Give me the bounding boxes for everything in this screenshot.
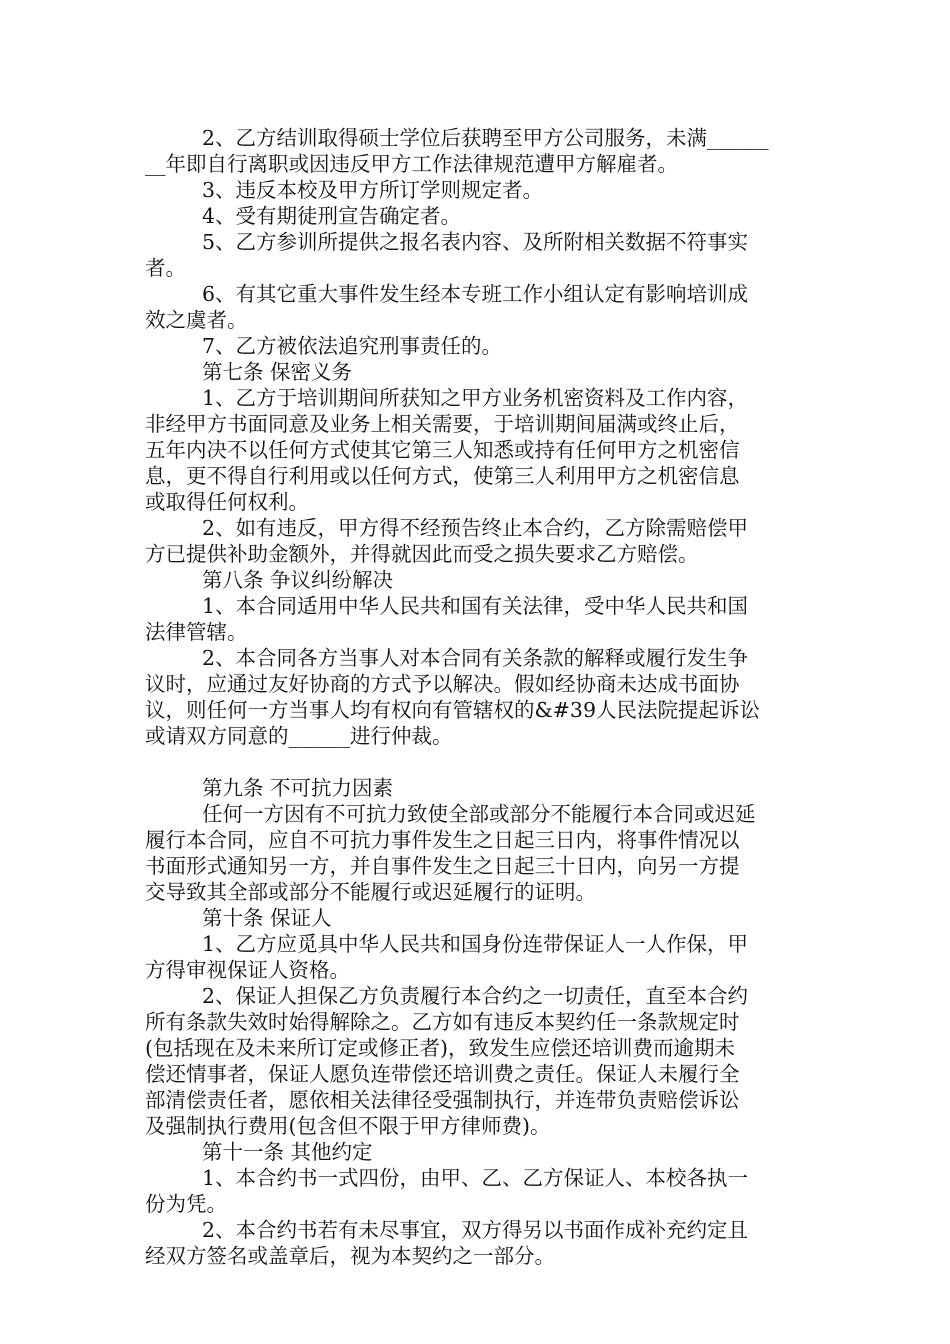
text-line: 5、乙方参训所提供之报名表内容、及所附相关数据不符事实 xyxy=(202,230,749,254)
document-page xyxy=(145,125,810,1269)
text-line: 1、乙方于培训期间所获知之甲方业务机密资料及工作内容， xyxy=(202,386,749,410)
text-line: __年即自行离职或因违反甲方工作法律规范遭甲方解雇者。 xyxy=(145,152,678,176)
text-line: 效之虞者。 xyxy=(145,308,248,332)
text-line: 交导致其全部或部分不能履行或迟延履行的证明。 xyxy=(145,880,596,904)
text-line: 7、乙方被依法追究刑事责任的。 xyxy=(202,334,503,358)
text-line: 偿还情事者，保证人愿负连带偿还培训费之责任。保证人未履行全 xyxy=(145,1062,740,1086)
text-line: (包括现在及未来所订定或修正者)，致发生应偿还培训费而逾期未 xyxy=(145,1036,735,1060)
text-line: 1、乙方应觅具中华人民共和国身份连带保证人一人作保，甲 xyxy=(202,932,749,956)
text-line: 议，则任何一方当事人均有权向有管辖权的&#39人民法院提起诉讼 xyxy=(145,698,761,722)
text-line: 2、本合约书若有未尽事宜，双方得另以书面作成补充约定且 xyxy=(202,1218,749,1242)
text-line: 非经甲方书面同意及业务上相关需要，于培训期间届满或终止后， xyxy=(145,412,740,436)
text-line: 任何一方因有不可抗力致使全部或部分不能履行本合同或迟延 xyxy=(202,802,756,826)
text-line: 议时，应通过友好协商的方式予以解决。假如经协商未达成书面协 xyxy=(145,672,740,696)
text-line: 4、受有期徒刑宣告确定者。 xyxy=(202,204,462,228)
text-line: 2、如有违反，甲方得不经预告终止本合约，乙方除需赔偿甲 xyxy=(202,516,749,540)
text-line: 书面形式通知另一方，并自事件发生之日起三十日内，向另一方提 xyxy=(145,854,740,878)
text-line: 部清偿责任者，愿依相关法律径受强制执行，并连带负责赔偿诉讼 xyxy=(145,1088,740,1112)
text-line: 五年内决不以任何方式使其它第三人知悉或持有任何甲方之机密信 xyxy=(145,438,740,462)
text-line: 第八条 争议纠纷解决 xyxy=(202,568,394,592)
text-line: 份为凭。 xyxy=(145,1192,227,1216)
blank-line xyxy=(145,749,810,775)
text-line: 方得审视保证人资格。 xyxy=(145,958,350,982)
text-line: 第十条 保证人 xyxy=(202,906,332,930)
text-line: 第七条 保密义务 xyxy=(202,360,353,384)
text-line: 所有条款失效时始得解除之。乙方如有违反本契约任一条款规定时 xyxy=(145,1010,740,1034)
text-line: 2、本合同各方当事人对本合同有关条款的解释或履行发生争 xyxy=(202,646,749,670)
text-line: 或取得任何权利。 xyxy=(145,490,309,514)
text-line: 方已提供补助金额外，并得就因此而受之损失要求乙方赔偿。 xyxy=(145,542,699,566)
text-line: 2、乙方结训取得硕士学位后获聘至甲方公司服务，未满______ xyxy=(202,126,769,150)
text-line: 履行本合同，应自不可抗力事件发生之日起三日内，将事件情况以 xyxy=(145,828,740,852)
text-line: 第九条 不可抗力因素 xyxy=(202,776,394,800)
text-line: 经双方签名或盖章后，视为本契约之一部分。 xyxy=(145,1244,555,1268)
text-line: 6、有其它重大事件发生经本专班工作小组认定有影响培训成 xyxy=(202,282,749,306)
text-line: 3、违反本校及甲方所订学则规定者。 xyxy=(202,178,544,202)
text-line: 法律管辖。 xyxy=(145,620,248,644)
text-line: 2、保证人担保乙方负责履行本合约之一切责任，直至本合约 xyxy=(202,984,749,1008)
text-line: 及强制执行费用(包含但不限于甲方律师费)。 xyxy=(145,1114,551,1138)
text-line: 1、本合约书一式四份，由甲、乙、乙方保证人、本校各执一 xyxy=(202,1166,749,1190)
text-line: 1、本合同适用中华人民共和国有关法律，受中华人民共和国 xyxy=(202,594,749,618)
text-line: 第十一条 其他约定 xyxy=(202,1140,373,1164)
text-line: 或请双方同意的______进行仲裁。 xyxy=(145,724,453,748)
text-line: 者。 xyxy=(145,256,186,280)
text-line: 息，更不得自行利用或以任何方式，使第三人利用甲方之机密信息 xyxy=(145,464,740,488)
